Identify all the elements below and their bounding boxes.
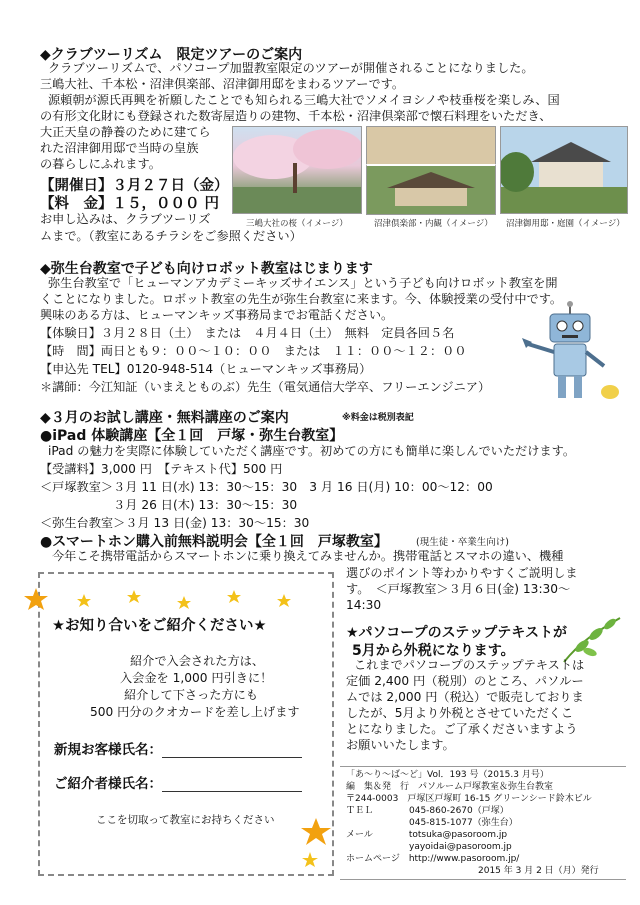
step-line: これまでパソコープのステップテキストは	[354, 658, 585, 672]
robot-line: くことになりました。ロボット教室の先生が弥生台教室に来ます。今、体験授業の受付中です。	[40, 292, 563, 306]
robot-line: 【申込先 TEL】0120-948-514（ヒューマンキッズ事務局）	[40, 362, 372, 376]
footer-email[interactable]: メール totsuka@pasoroom.jp	[346, 830, 508, 840]
photo-caption: 沼津倶楽部・内観（イメージ）	[374, 219, 493, 229]
club-line: の有形文化財にも登録された数寄屋造りの建物、千本松・沼津倶楽部で懐石料理をいただき、	[40, 109, 552, 123]
japanese-house-icon	[501, 127, 627, 213]
step-line: したが、5月より外税とさせていただくこ	[346, 706, 574, 720]
smart-line: 14:30	[346, 598, 382, 612]
shrine-photo	[232, 126, 362, 214]
footer-line: 〒244-0003 戸塚区戸塚町 16-15 グリーンシード鈴木ビル	[346, 794, 592, 804]
corner-stars-icon	[298, 818, 334, 878]
club-line: 三嶋大社、千本松・沼津倶楽部、沼津御用邸をまわるツアーです。	[40, 77, 405, 91]
ipad-heading: ●iPad 体験講座【全１回 戸塚・弥生台教室】	[40, 428, 344, 444]
smart-line: 選びのポイント等わかりやすくご説明しま	[346, 566, 578, 580]
photo-caption: 三嶋大社の桜（イメージ）	[246, 219, 348, 229]
club-date: 【開催日】３月２７日（金）	[40, 178, 229, 194]
footer-line: 045-815-1077（弥生台）	[346, 818, 518, 828]
ipad-line: ３月 26 日(木) 13：30～15：30	[40, 498, 298, 512]
new-customer-line[interactable]	[162, 743, 302, 758]
ipad-line: 【受講料】3,000 円 【テキスト代】500 円	[40, 462, 283, 476]
footer-line: 「あ～り～ば～ど」Vol．193 号（2015.3 月号）	[346, 770, 549, 780]
step-line: とになりました。ご了承くださいますよう	[346, 722, 578, 736]
step-heading: 5月から外税になります。	[352, 643, 515, 659]
club-line: れた沼津御用邸で当時の皇族	[40, 141, 199, 155]
club-price: 【料 金】１５，０００ 円	[40, 196, 220, 212]
club-heading: ◆クラブツーリズム 限定ツアーのご案内	[40, 47, 303, 63]
footer-homepage-link[interactable]: ホームページ http://www.pasoroom.jp/	[346, 854, 520, 864]
step-line: ムでは 2,000 円（税込）で販売しておりま	[346, 690, 584, 704]
club-line: の暮らしにふれます。	[40, 157, 161, 171]
cut-note: ここを切取って教室にお持ちください	[96, 814, 275, 826]
step-line: お願いいたします。	[346, 738, 455, 752]
robot-heading: ◆弥生台教室で子ども向けロボット教室はじまります	[40, 261, 373, 277]
step-line: 定価 2,400 円（税別）のところ、パソルー	[346, 674, 584, 688]
robot-icon	[522, 300, 622, 410]
referrer-line[interactable]	[162, 777, 302, 792]
club-line: 大正天皇の静養のために建てら	[40, 125, 211, 139]
coupon-line: 紹介で入会された方は、	[130, 654, 265, 668]
photo-caption: 沼津御用邸・庭園（イメージ）	[506, 219, 625, 229]
ipad-line: ＜戸塚教室＞３月 11 日(水) 13：30～15：30 3 月 16 日(月) 10：00～12：00	[40, 480, 493, 494]
robot-line: 興味のある方は、ヒューマンキッズ事務局までお電話ください。	[40, 308, 394, 322]
smart-note: (現生徒・卒業生向け)	[416, 537, 509, 548]
villa-photo	[500, 126, 628, 214]
smart-line: 今年こそ携帯電話からスマートホンに乗り換えてみませんか。携帯電話とスマホの違い、機種	[52, 549, 564, 563]
footer-line: ＴＥＬ 045-860-2670（戸塚）	[346, 806, 509, 816]
smart-heading: ●スマートホン購入前無料説明会【全１回 戸塚教室】	[40, 534, 388, 550]
smart-line: す。 ＜戸塚教室＞３月６日(金) 13:30～	[346, 582, 571, 596]
cherry-tree-icon	[233, 127, 361, 213]
robot-line: 【体験日】３月２８日（土） または ４月４日（土） 無料 定員各回５名	[40, 326, 455, 340]
coupon-line: 500 円分のクオカードを差し上げます	[90, 705, 300, 719]
referrer-label: ご紹介者様氏名：	[54, 776, 162, 792]
footer-line: 編 集＆発 行 パソルーム戸塚教室＆弥生台教室	[346, 782, 554, 792]
robot-line: 【時 間】両日とも９：００～１０：００ または １１：００～１２：００	[40, 344, 467, 358]
issue-date: 2015 年 3 月 2 日（月）発行	[478, 866, 599, 876]
new-customer-label: 新規お客様氏名：	[54, 742, 162, 758]
trial-heading: ◆３月のお試し講座・無料講座のご案内	[40, 410, 289, 426]
club-line: クラブツーリズムで、パソコープ加盟教室限定のツアーが開催されることになりました。	[48, 61, 534, 75]
footer-email[interactable]: yayoidai@pasoroom.jp	[346, 842, 512, 852]
ipad-line: ＜弥生台教室＞３月 13 日(金) 13：30～15：30	[40, 516, 310, 530]
coupon-title: ★お知り合いをご紹介ください★	[52, 618, 267, 634]
robot-line: 弥生台教室で「ヒューマンアカデミーキッズサイエンス」という子ども向けロボット教室を開	[48, 276, 558, 290]
coupon-line: 紹介して下さった方にも	[124, 688, 259, 702]
ipad-line: iPad の魅力を実際に体験していただく講座です。初めての方にも簡単に楽しんでいただけます。	[48, 444, 576, 458]
tax-note: ※料金は税別表記	[342, 413, 414, 423]
step-heading: ★パソコープのステップテキストが	[346, 625, 568, 641]
coupon-line: 入会金を 1,000 円引きに！	[120, 671, 273, 685]
club-exterior-photo	[366, 164, 496, 215]
club-line: 源頼朝が源氏再興を祈願したことでも知られる三嶋大社でソメイヨシノや枝垂桜を楽しみ、国	[48, 93, 560, 107]
referrer-field[interactable]	[54, 772, 302, 792]
club-building-icon	[367, 166, 495, 214]
new-customer-field[interactable]	[54, 738, 302, 758]
club-apply: お申し込みは、クラブツーリズ	[40, 212, 211, 226]
robot-line: ＊講師：今江知証（いまえとものぶ）先生（電気通信大学卒、フリーエンジニア）	[40, 380, 491, 394]
club-apply: ムまで。（教室にあるチラシをご参照ください）	[40, 229, 302, 243]
